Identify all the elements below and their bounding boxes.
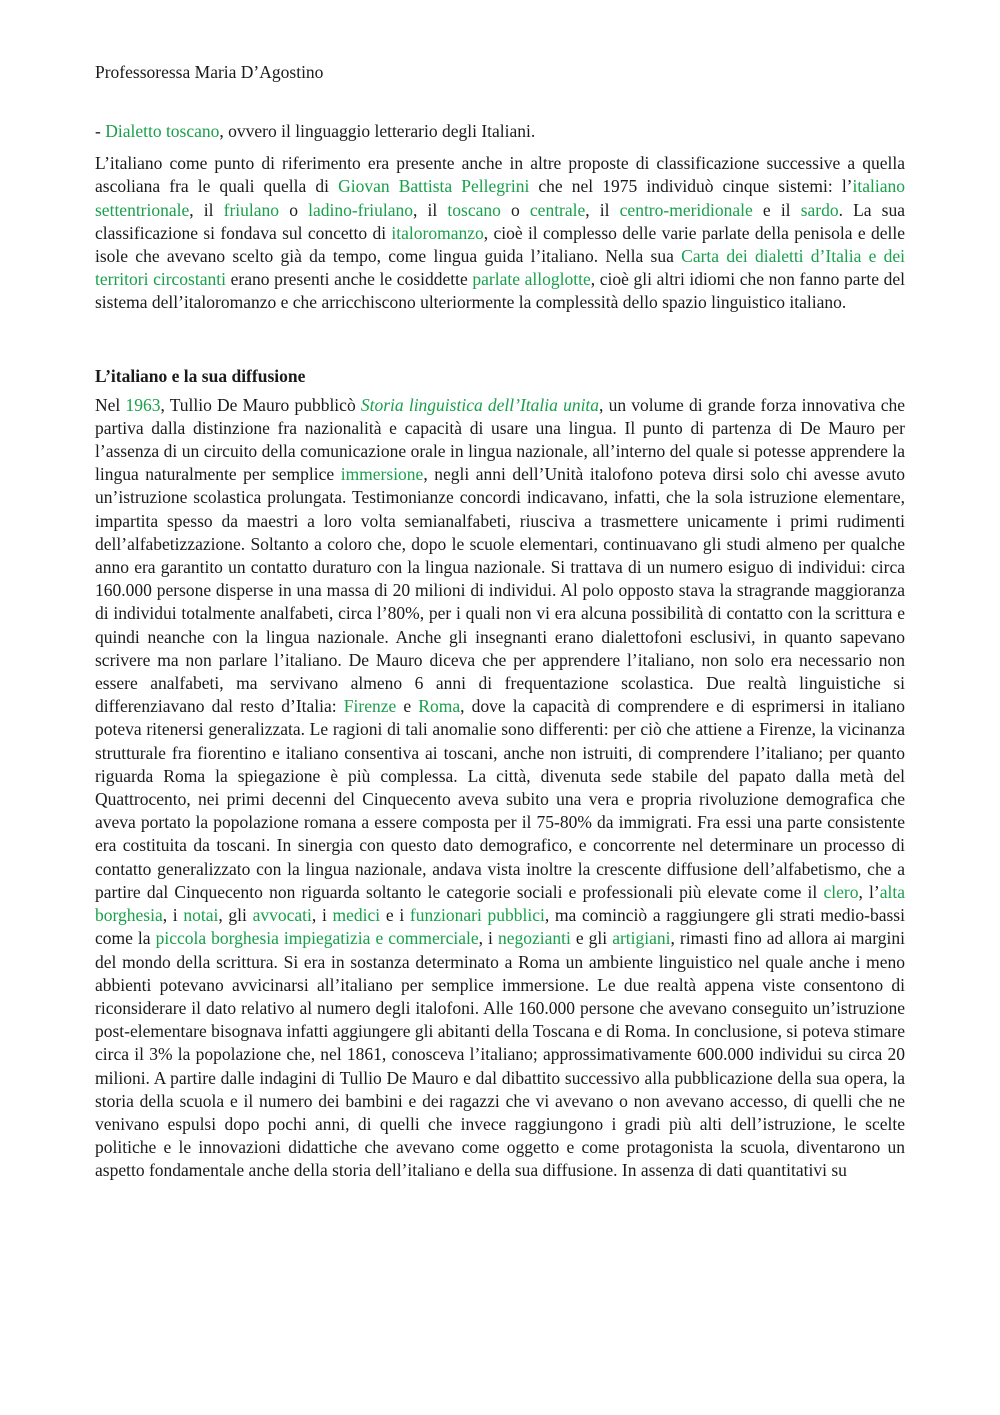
body-text: , cioè gli altri idiomi che non fanno parte del sistema dell’italoromanzo e che arricchiscono ulteriormente la complessità dello spazio linguistico italiano.: [95, 269, 906, 313]
body-text: L’italiano come punto di riferimento era presente anche in altre proposte di classificazione successive a quella ascoliana fra le quali quella di: [95, 153, 905, 197]
body-text: e: [396, 696, 419, 717]
paragraph-classificazione: [95, 152, 905, 314]
body-text: , negli anni dell’Unità italofono poteva dirsi solo chi avesse avuto un’istruzione scolastica prolungata. Testimonianze concordi indicavano, infatti, che la sola istruzione elementare, impartita spesso da maestri a loro volta semianalfabeti, riusciva a trasmettere unicamente i primi rudimenti dell’alfabetizzazione. Soltanto a coloro che, dopo le scuole elementari, continuavano gli studi almeno per qualche anno era garantito un contatto duraturo con la lingua nazionale. Si trattava di un numero esiguo di individui: circa 160.000 persone disperse in una massa di 20 milioni di individui. Al polo opposto stava la stragrande maggioranza di individui totalmente analfabeti, circa l’80%, per i quali non vi era alcuna possibilità di contatto con la scrittura e quindi neanche con la lingua nazionale. Anche gli insegnanti erano dialettofoni esclusivi, in quanto sapevano scrivere ma non parlare l’italiano. De Mauro diceva che per apprendere l’italiano, non solo era necessario non essere analfabeti, ma servivano almeno 6 anni di frequentazione scolastica. Due realtà linguistiche si differenziavano dal resto d’Italia:: [95, 464, 905, 717]
link-text[interactable]: artigiani: [612, 928, 671, 949]
body-text: , un volume di grande forza innovativa che partiva dalla distinzione fra nazionalità e capacità di usare una lingua. Il punto di partenza di De Mauro per l’assenza di un circuito della comunicazione orale in lingua nazionale, all’interno del quale si potesse apprendere la lingua naturalmente per semplice: [95, 394, 905, 485]
link-text[interactable]: clero: [823, 881, 859, 902]
link-text[interactable]: friulano: [223, 199, 280, 220]
body-text: o: [500, 199, 530, 220]
link-text[interactable]: toscano: [447, 199, 501, 220]
body-text: , i: [478, 928, 498, 949]
link-text[interactable]: parlate alloglotte: [472, 269, 591, 290]
body-text: , il: [413, 199, 448, 220]
link-text[interactable]: italoromanzo: [391, 222, 484, 243]
body-text: , l’: [858, 881, 880, 902]
body-text: . La sua classificazione si fondava sul concetto di: [95, 199, 906, 243]
paragraph-dialetto-toscano: [95, 120, 905, 143]
link-text[interactable]: avvocati: [252, 905, 312, 926]
link-text[interactable]: Storia linguistica dell’Italia unita: [360, 394, 600, 415]
link-text[interactable]: Roma: [418, 696, 461, 717]
link-text[interactable]: notai: [183, 905, 219, 926]
body-text: , i: [162, 905, 184, 926]
body-text: , Tullio De Mauro pubblicò: [160, 394, 361, 415]
body-text: , ovvero il linguaggio letterario degli Italiani.: [219, 121, 536, 141]
body-text: , rimasti fino ad allora ai margini del mondo della scrittura. Si era in sostanza determinato a Roma un ambiente linguistico nel quale anche i meno abbienti potevano avvicinarsi all’italiano per semplice immersione. Le due realtà appena viste consentono di riconsiderare il dato relativo al numero degli italofoni. Alle 160.000 persone che avevano conseguito un’istruzione post-elementare bisognava infatti aggiungere gli abitanti della Toscana e di Roma. In conclusione, si poteva stimare circa il 3% la popolazione che, nel 1861, conosceva l’italiano; approssimativamente 600.000 individui su circa 20 milioni. A partire dalle indagini di Tullio De Mauro e dal dibattito successivo alla pubblicazione della sua opera, la storia della scuola e il numero dei bambini e dei ragazzi che vi avevano o non avevano accesso, di quelli che ne venivano espulsi dopo pochi anni, di quelli che invece raggiungono i gradi più alti dell’istruzione, le scelte politiche e le innovazioni didattiche che avevano come oggetto e come protagonista la scuola, diventarono un aspetto fondamentale anche della storia dell’italiano e della sua diffusione. In assenza di dati quantitativi su: [95, 928, 905, 1181]
link-text[interactable]: Dialetto toscano: [105, 121, 220, 141]
body-text: Nel: [95, 394, 126, 415]
link-text[interactable]: 1963: [125, 394, 161, 415]
body-text: , cioè il complesso delle varie parlate della penisola e delle isole che avevano scelto già da tempo, come lingua guida l’italiano. Nella sua: [95, 222, 905, 267]
page-header: Professoressa Maria D’Agostino: [95, 62, 324, 82]
link-text[interactable]: ladino-friulano: [308, 199, 414, 220]
body-text: e gli: [570, 928, 613, 949]
link-text[interactable]: Firenze: [343, 696, 397, 717]
link-text[interactable]: sardo: [800, 199, 839, 220]
body-text: erano presenti anche le cosiddette: [225, 269, 473, 290]
document-body: [95, 120, 905, 1183]
body-text: , il: [189, 199, 224, 220]
body-text: , i: [311, 905, 333, 926]
section-heading: L’italiano e la sua diffusione: [95, 365, 306, 386]
body-text: , il: [585, 199, 620, 220]
body-text: , dove la capacità di comprendere e di esprimersi in italiano poteva ritenersi generalizzata. Le ragioni di tali anomalie sono differenti: per ciò che attiene a Firenze, la vicinanza strutturale fra fiorentino e italiano consentiva ai toscani, anche non istruiti, di comprendere l’italiano; per quanto riguarda Roma la spiegazione è più complessa. La città, divenuta sede stabile del papato dalla metà del Quattrocento, nei primi decenni del Cinquecento aveva subito una vera e propria rivoluzione demografica che aveva portato la popolazione romana a essere composta per il 75-80% da immigrati. Fra essi una parte consistente era costituita da toscani. In sinergia con questo dato demografico, e concorrente nel determinare un processo di contatto generalizzato con la lingua nazionale, andava vista inoltre la crescente diffusione dell’alfabetismo, che a partire dal Cinquecento non riguarda soltanto le categorie sociali e professionali più elevate come il: [95, 696, 905, 902]
body-text: , ma cominciò a raggiungere gli strati medio-bassi come la: [95, 905, 905, 949]
link-text[interactable]: italiano settentrionale: [95, 176, 905, 220]
link-text[interactable]: funzionari pubblici: [409, 905, 545, 926]
link-text[interactable]: immersione: [340, 464, 424, 485]
link-text[interactable]: alta borghesia: [95, 881, 905, 926]
body-text: o: [279, 199, 309, 220]
link-text[interactable]: negozianti: [497, 928, 571, 949]
body-text: e il: [752, 199, 801, 220]
link-text[interactable]: centrale: [529, 199, 586, 220]
paragraph-diffusione: [95, 394, 905, 1183]
link-text[interactable]: Carta dei dialetti d’Italia e dei territori circostanti: [95, 246, 906, 290]
body-text: che nel 1975 individuò cinque sistemi: l’: [529, 176, 853, 197]
body-text: -: [95, 121, 106, 141]
link-text[interactable]: centro-meridionale: [619, 199, 753, 220]
link-text[interactable]: medici: [332, 905, 381, 926]
link-text[interactable]: piccola borghesia impiegatizia e commerciale: [155, 928, 479, 949]
body-text: e i: [380, 905, 410, 926]
link-text[interactable]: Giovan Battista Pellegrini: [338, 176, 530, 197]
body-text: , gli: [218, 905, 253, 926]
